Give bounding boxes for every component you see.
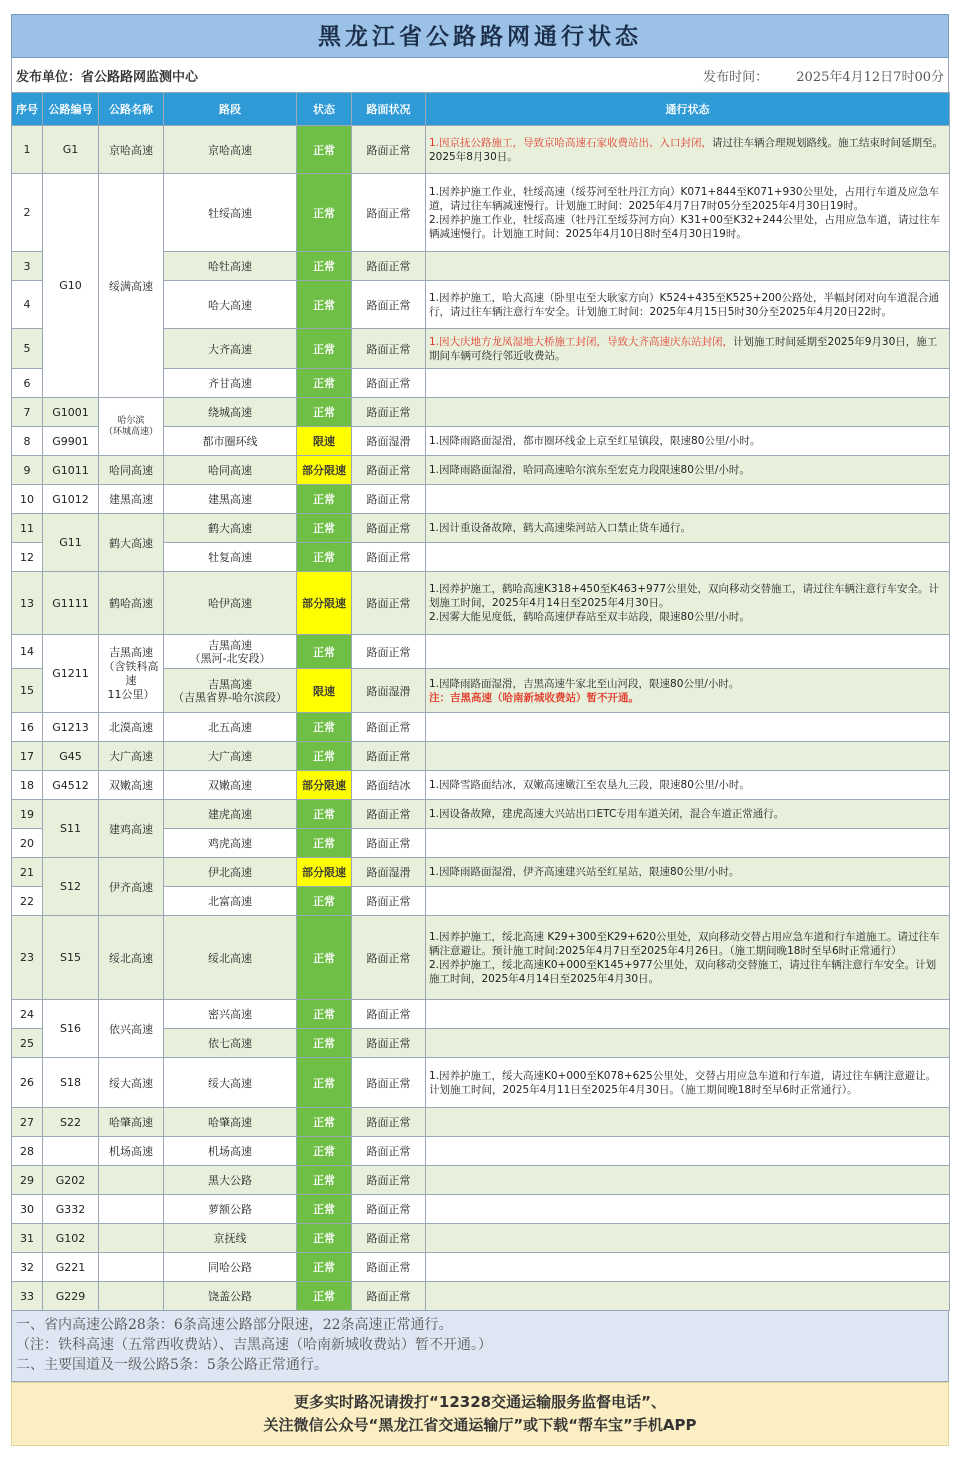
road-segment: 哈大高速 xyxy=(164,281,297,329)
status-badge: 正常 xyxy=(297,713,352,742)
road-code: G229 xyxy=(43,1282,99,1311)
road-name-line: 哈尔滨 xyxy=(117,415,145,426)
road-segment-line: （黑河-北安段） xyxy=(189,651,271,665)
table-row xyxy=(12,514,950,543)
table-row xyxy=(12,800,950,829)
surface-condition: 路面湿滑 xyxy=(352,427,426,456)
road-code: G11 xyxy=(43,514,99,572)
traffic-description xyxy=(426,1137,950,1166)
traffic-alert: 注：吉黑高速（哈南新城收费站）暂不开通。 xyxy=(429,691,639,704)
status-badge: 正常 xyxy=(297,1058,352,1108)
road-code: G45 xyxy=(43,742,99,771)
road-segment: 京哈高速 xyxy=(164,126,297,174)
surface-condition: 路面正常 xyxy=(352,1000,426,1029)
table-row xyxy=(12,1166,950,1195)
row-number: 31 xyxy=(12,1224,43,1253)
status-badge: 正常 xyxy=(297,252,352,281)
surface-condition: 路面湿滑 xyxy=(352,669,426,713)
status-badge: 正常 xyxy=(297,1000,352,1029)
road-name xyxy=(99,635,164,713)
traffic-description: 1.因养护施工，哈大高速（卧里屯至大耿家方向）K524+435至K525+200公路处，半幅封闭对向车道混合通行，请过往车辆注意行车安全。计划施工时间：2025年4月15日5时30分至2025年4月20日22时。 xyxy=(426,281,950,329)
road-segment: 同哈公路 xyxy=(164,1253,297,1282)
row-number: 13 xyxy=(12,572,43,635)
traffic-detail: 请过往车辆合理规划路线。施工结束时间延期至。2025年8月30日。 xyxy=(429,136,944,163)
surface-condition: 路面正常 xyxy=(352,369,426,398)
table-row xyxy=(12,456,950,485)
table-row xyxy=(12,858,950,887)
road-code: S11 xyxy=(43,800,99,858)
row-number: 17 xyxy=(12,742,43,771)
traffic-description: 1.因降雪路面结冰，双嫩高速嫩江至农垦九三段，限速80公里/小时。 xyxy=(426,771,950,800)
road-segment-line: （吉黑省界-哈尔滨段） xyxy=(173,690,287,704)
row-number: 11 xyxy=(12,514,43,543)
road-segment: 哈伊高速 xyxy=(164,572,297,635)
traffic-description xyxy=(426,398,950,427)
surface-condition: 路面正常 xyxy=(352,543,426,572)
status-badge: 部分限速 xyxy=(297,456,352,485)
table-row xyxy=(12,1195,950,1224)
status-badge: 正常 xyxy=(297,126,352,174)
row-number: 6 xyxy=(12,369,43,398)
row-number: 8 xyxy=(12,427,43,456)
status-badge: 正常 xyxy=(297,281,352,329)
road-name-line: （含铁科高 xyxy=(103,659,159,673)
table-row xyxy=(12,1137,950,1166)
road-segment: 建黑高速 xyxy=(164,485,297,514)
page-title: 黑龙江省公路路网通行状态 xyxy=(11,14,949,58)
road-name: 绥北高速 xyxy=(99,916,164,1000)
road-name: 大广高速 xyxy=(99,742,164,771)
road-name: 哈同高速 xyxy=(99,456,164,485)
surface-condition: 路面正常 xyxy=(352,635,426,669)
col-header: 公路编号 xyxy=(43,93,99,126)
surface-condition: 路面正常 xyxy=(352,329,426,369)
traffic-description xyxy=(426,1000,950,1029)
row-number: 30 xyxy=(12,1195,43,1224)
road-code: G221 xyxy=(43,1253,99,1282)
status-badge: 正常 xyxy=(297,742,352,771)
surface-condition: 路面正常 xyxy=(352,1108,426,1137)
status-badge: 正常 xyxy=(297,1108,352,1137)
traffic-description xyxy=(426,669,950,713)
road-code: S15 xyxy=(43,916,99,1000)
traffic-description: 1.因设备故障，建虎高速大兴站出口ETC专用车道关闭，混合车道正常通行。 xyxy=(426,800,950,829)
status-badge: 正常 xyxy=(297,1137,352,1166)
road-code: G1213 xyxy=(43,713,99,742)
road-code: G332 xyxy=(43,1195,99,1224)
road-code: S12 xyxy=(43,858,99,916)
road-segment: 绥北高速 xyxy=(164,916,297,1000)
row-number: 4 xyxy=(12,281,43,329)
surface-condition: 路面正常 xyxy=(352,1137,426,1166)
surface-condition: 路面正常 xyxy=(352,456,426,485)
table-row xyxy=(12,126,950,174)
road-name xyxy=(99,1166,164,1195)
table-row xyxy=(12,1282,950,1311)
traffic-description xyxy=(426,887,950,916)
row-number: 18 xyxy=(12,771,43,800)
table-row xyxy=(12,713,950,742)
status-badge: 正常 xyxy=(297,369,352,398)
surface-condition: 路面正常 xyxy=(352,252,426,281)
row-number: 29 xyxy=(12,1166,43,1195)
road-segment: 牡复高速 xyxy=(164,543,297,572)
traffic-description xyxy=(426,329,950,369)
road-segment: 黑大公路 xyxy=(164,1166,297,1195)
traffic-description: 1.因计重设备故障，鹤大高速柴河站入口禁止货车通行。 xyxy=(426,514,950,543)
status-badge: 部分限速 xyxy=(297,858,352,887)
road-segment: 绕城高速 xyxy=(164,398,297,427)
road-name-line: 速 xyxy=(125,673,137,687)
row-number: 9 xyxy=(12,456,43,485)
road-name: 哈肇高速 xyxy=(99,1108,164,1137)
road-name: 鹤大高速 xyxy=(99,514,164,572)
table-header xyxy=(12,93,950,126)
road-name xyxy=(99,1195,164,1224)
traffic-description xyxy=(426,713,950,742)
traffic-description: 1.因降雨路面湿滑，都市圈环线金上京至红星镇段，限速80公里/小时。 xyxy=(426,427,950,456)
summary-line: （注：铁科高速（五常西收费站）、吉黑高速（哈南新城收费站）暂不开通。） xyxy=(16,1337,492,1353)
publisher: 发布单位：省公路路网监测中心 xyxy=(16,69,199,85)
surface-condition: 路面正常 xyxy=(352,1166,426,1195)
status-badge: 正常 xyxy=(297,829,352,858)
table-row xyxy=(12,635,950,669)
status-badge: 正常 xyxy=(297,1224,352,1253)
road-code: S22 xyxy=(43,1108,99,1137)
publish-info xyxy=(11,58,949,92)
traffic-description xyxy=(426,829,950,858)
road-code: S18 xyxy=(43,1058,99,1108)
col-header: 路面状况 xyxy=(352,93,426,126)
road-name: 双嫩高速 xyxy=(99,771,164,800)
traffic-detail: 2.因养护施工作业，牡绥高速（牡丹江至绥芬河方向）K31+00至K32+244公里处，占用应急车道，请过往车辆减速慢行。计划施工时间：2025年4月10日8时至4月30日19时。 xyxy=(429,213,941,240)
row-number: 24 xyxy=(12,1000,43,1029)
surface-condition: 路面正常 xyxy=(352,485,426,514)
road-code: G1 xyxy=(43,126,99,174)
traffic-description xyxy=(426,742,950,771)
table-row xyxy=(12,771,950,800)
status-badge: 正常 xyxy=(297,635,352,669)
road-segment: 建虎高速 xyxy=(164,800,297,829)
traffic-description: 1.因降雨路面湿滑，伊齐高速建兴站至红星站，限速80公里/小时。 xyxy=(426,858,950,887)
status-badge: 正常 xyxy=(297,1166,352,1195)
road-segment: 北五高速 xyxy=(164,713,297,742)
traffic-detail: 1.因降雨路面湿滑，吉黑高速牛家北至山河段，限速80公里/小时。 xyxy=(429,677,740,690)
table-row xyxy=(12,1058,950,1108)
status-badge: 正常 xyxy=(297,485,352,514)
table-row xyxy=(12,742,950,771)
row-number: 12 xyxy=(12,543,43,572)
traffic-description xyxy=(426,174,950,252)
road-segment: 牡绥高速 xyxy=(164,174,297,252)
surface-condition: 路面正常 xyxy=(352,174,426,252)
row-number: 1 xyxy=(12,126,43,174)
row-number: 23 xyxy=(12,916,43,1000)
road-segment xyxy=(164,635,297,669)
road-code: G1001 xyxy=(43,398,99,427)
traffic-detail: 计划施工时间延期至2025年9月30日，施工期间车辆可绕行邻近收费站。 xyxy=(429,335,938,362)
traffic-description: 1.因降雨路面湿滑，哈同高速哈尔滨东至宏克力段限速80公里/小时。 xyxy=(426,456,950,485)
table-row xyxy=(12,916,950,1000)
road-code: G1012 xyxy=(43,485,99,514)
status-badge: 正常 xyxy=(297,174,352,252)
road-segment: 饶盖公路 xyxy=(164,1282,297,1311)
table-row xyxy=(12,485,950,514)
traffic-description xyxy=(426,1029,950,1058)
surface-condition: 路面正常 xyxy=(352,1282,426,1311)
road-segment: 双嫩高速 xyxy=(164,771,297,800)
table-row xyxy=(12,572,950,635)
status-badge: 正常 xyxy=(297,1029,352,1058)
road-code: S16 xyxy=(43,1000,99,1058)
surface-condition: 路面正常 xyxy=(352,1224,426,1253)
road-code xyxy=(43,1137,99,1166)
row-number: 3 xyxy=(12,252,43,281)
footer-line: 关注微信公众号“黑龙江省交通运输厅”或下载“帮车宝”手机APP xyxy=(263,1416,697,1434)
status-badge: 正常 xyxy=(297,543,352,572)
traffic-alert: 1.因京抚公路施工，导致京哈高速石家收费站出、入口封闭， xyxy=(429,136,713,149)
row-number: 20 xyxy=(12,829,43,858)
row-number: 15 xyxy=(12,669,43,713)
road-code: G1111 xyxy=(43,572,99,635)
col-header: 通行状态 xyxy=(426,93,950,126)
col-header: 公路名称 xyxy=(99,93,164,126)
surface-condition: 路面正常 xyxy=(352,1058,426,1108)
surface-condition: 路面正常 xyxy=(352,916,426,1000)
road-segment: 哈肇高速 xyxy=(164,1108,297,1137)
road-name xyxy=(99,1282,164,1311)
table-row xyxy=(12,398,950,427)
traffic-description xyxy=(426,543,950,572)
traffic-description xyxy=(426,1253,950,1282)
row-number: 14 xyxy=(12,635,43,669)
traffic-detail: 1.因养护施工，绥北高速 K29+300至K29+620公里处，双向移动交替占用应急车道和行车道施工。请过往车辆注意避让。预计施工时间:2025年4月7日至2025年4月26日。（施工期间晚18时至早6时正常通行） xyxy=(429,930,940,957)
status-badge: 正常 xyxy=(297,1195,352,1224)
surface-condition: 路面正常 xyxy=(352,572,426,635)
road-name-line: 11公里） xyxy=(107,687,155,701)
summary-line: 一、省内高速公路28条：6条高速公路部分限速，22条高速正常通行。 xyxy=(16,1317,453,1333)
row-number: 5 xyxy=(12,329,43,369)
traffic-description xyxy=(426,1224,950,1253)
traffic-description xyxy=(426,1195,950,1224)
traffic-detail: 1.因养护施工作业，牡绥高速（绥芬河至牡丹江方向）K071+844至K071+930公里处，占用行车道及应急车道，请过往车辆减速慢行。计划施工时间：2025年4月7日7时05分至2025年4月30日19时。 xyxy=(429,185,940,212)
road-code: G9901 xyxy=(43,427,99,456)
road-code: G102 xyxy=(43,1224,99,1253)
col-header: 路段 xyxy=(164,93,297,126)
road-name: 依兴高速 xyxy=(99,1000,164,1058)
row-number: 7 xyxy=(12,398,43,427)
traffic-detail: 1.因养护施工，鹤哈高速K318+450至K463+977公里处，双向移动交替施工，请过往车辆注意行车安全。计划施工时间，2025年4月14日至2025年4月30日。 xyxy=(429,583,940,609)
traffic-description xyxy=(426,916,950,1000)
table-row xyxy=(12,1253,950,1282)
traffic-description xyxy=(426,485,950,514)
road-code: G10 xyxy=(43,174,99,398)
row-number: 10 xyxy=(12,485,43,514)
row-number: 21 xyxy=(12,858,43,887)
status-badge: 部分限速 xyxy=(297,572,352,635)
traffic-alert: 1.因大庆地方龙凤湿地大桥施工封闭，导致大齐高速庆东站封闭， xyxy=(429,335,734,348)
traffic-description: 1.因养护施工，绥大高速K0+000至K078+625公里处，交替占用应急车道和行车道，请过往车辆注意避让。计划施工时间，2025年4月11日至2025年4月30日。（施工期间晚18时至早6时正常通行）。 xyxy=(426,1058,950,1108)
surface-condition: 路面正常 xyxy=(352,514,426,543)
road-code: G1211 xyxy=(43,635,99,713)
surface-condition: 路面正常 xyxy=(352,126,426,174)
road-name xyxy=(99,1253,164,1282)
row-number: 26 xyxy=(12,1058,43,1108)
road-name: 北漠高速 xyxy=(99,713,164,742)
road-segment: 绥大高速 xyxy=(164,1058,297,1108)
road-segment: 哈牡高速 xyxy=(164,252,297,281)
road-code: G1011 xyxy=(43,456,99,485)
surface-condition: 路面正常 xyxy=(352,829,426,858)
traffic-description xyxy=(426,572,950,635)
table-row xyxy=(12,174,950,252)
road-name-line: （环城高速） xyxy=(103,426,158,437)
road-name xyxy=(99,1224,164,1253)
road-segment: 鹤大高速 xyxy=(164,514,297,543)
row-number: 16 xyxy=(12,713,43,742)
road-code: G202 xyxy=(43,1166,99,1195)
surface-condition: 路面正常 xyxy=(352,742,426,771)
road-name: 机场高速 xyxy=(99,1137,164,1166)
summary-line: 二、主要国道及一级公路5条：5条公路正常通行。 xyxy=(16,1357,328,1373)
footer-contact xyxy=(11,1382,949,1446)
road-segment: 大齐高速 xyxy=(164,329,297,369)
traffic-description xyxy=(426,635,950,669)
status-badge: 正常 xyxy=(297,887,352,916)
status-badge: 正常 xyxy=(297,1253,352,1282)
traffic-description xyxy=(426,1282,950,1311)
surface-condition: 路面正常 xyxy=(352,800,426,829)
road-segment: 哈同高速 xyxy=(164,456,297,485)
surface-condition: 路面正常 xyxy=(352,887,426,916)
status-badge: 正常 xyxy=(297,329,352,369)
row-number: 33 xyxy=(12,1282,43,1311)
status-badge: 限速 xyxy=(297,669,352,713)
surface-condition: 路面正常 xyxy=(352,281,426,329)
col-header: 状态 xyxy=(297,93,352,126)
table-row xyxy=(12,1000,950,1029)
traffic-detail: 2.因养护施工，绥北高速K0+000至K145+977公里处，双向移动交替施工，请过往车辆注意行车安全。计划施工时间，2025年4月14日至2025年4月30日。 xyxy=(429,958,937,985)
status-badge: 正常 xyxy=(297,800,352,829)
traffic-description xyxy=(426,1108,950,1137)
road-name xyxy=(99,398,164,456)
col-header: 序号 xyxy=(12,93,43,126)
traffic-description xyxy=(426,252,950,281)
road-segment-line: 吉黑高速 xyxy=(208,677,252,691)
publish-time-block xyxy=(703,66,944,85)
surface-condition: 路面正常 xyxy=(352,1253,426,1282)
surface-condition: 路面正常 xyxy=(352,398,426,427)
road-name: 绥大高速 xyxy=(99,1058,164,1108)
status-badge: 正常 xyxy=(297,398,352,427)
road-segment: 密兴高速 xyxy=(164,1000,297,1029)
row-number: 27 xyxy=(12,1108,43,1137)
table-row xyxy=(12,1108,950,1137)
footer-line: 更多实时路况请拨打“12328交通运输服务监督电话”、 xyxy=(294,1393,666,1411)
road-name: 京哈高速 xyxy=(99,126,164,174)
row-number: 28 xyxy=(12,1137,43,1166)
road-segment: 萝额公路 xyxy=(164,1195,297,1224)
status-badge: 正常 xyxy=(297,1282,352,1311)
row-number: 25 xyxy=(12,1029,43,1058)
row-number: 32 xyxy=(12,1253,43,1282)
row-number: 19 xyxy=(12,800,43,829)
page xyxy=(11,14,949,1446)
status-badge: 部分限速 xyxy=(297,771,352,800)
road-name: 建鸡高速 xyxy=(99,800,164,858)
road-segment: 机场高速 xyxy=(164,1137,297,1166)
road-segment: 都市圈环线 xyxy=(164,427,297,456)
table-row xyxy=(12,1224,950,1253)
traffic-detail: 2.因雾大能见度低，鹤哈高速伊春站至双丰站段，限速80公里/小时。 xyxy=(429,611,750,623)
road-name-line: 吉黑高速 xyxy=(109,645,153,659)
surface-condition: 路面正常 xyxy=(352,1195,426,1224)
surface-condition: 路面湿滑 xyxy=(352,858,426,887)
traffic-description xyxy=(426,1166,950,1195)
status-badge: 正常 xyxy=(297,514,352,543)
publish-time: 2025年4月12日7时00分 xyxy=(796,69,944,85)
summary-notes xyxy=(11,1311,949,1382)
road-name: 绥满高速 xyxy=(99,174,164,398)
surface-condition: 路面正常 xyxy=(352,713,426,742)
road-segment: 鸡虎高速 xyxy=(164,829,297,858)
surface-condition: 路面结冰 xyxy=(352,771,426,800)
road-name: 鹤哈高速 xyxy=(99,572,164,635)
status-table xyxy=(11,92,950,1311)
traffic-description xyxy=(426,369,950,398)
road-segment: 齐甘高速 xyxy=(164,369,297,398)
road-segment-line: 吉黑高速 xyxy=(208,638,252,652)
row-number: 22 xyxy=(12,887,43,916)
status-badge: 正常 xyxy=(297,916,352,1000)
status-badge: 限速 xyxy=(297,427,352,456)
surface-condition: 路面正常 xyxy=(352,1029,426,1058)
road-segment: 北富高速 xyxy=(164,887,297,916)
road-name: 建黑高速 xyxy=(99,485,164,514)
road-segment xyxy=(164,669,297,713)
road-segment: 伊北高速 xyxy=(164,858,297,887)
traffic-description xyxy=(426,126,950,174)
row-number: 2 xyxy=(12,174,43,252)
road-name: 伊齐高速 xyxy=(99,858,164,916)
road-segment: 大广高速 xyxy=(164,742,297,771)
road-code: G4512 xyxy=(43,771,99,800)
road-segment: 依七高速 xyxy=(164,1029,297,1058)
road-segment: 京抚线 xyxy=(164,1224,297,1253)
publish-time-label: 发布时间： xyxy=(703,69,769,85)
